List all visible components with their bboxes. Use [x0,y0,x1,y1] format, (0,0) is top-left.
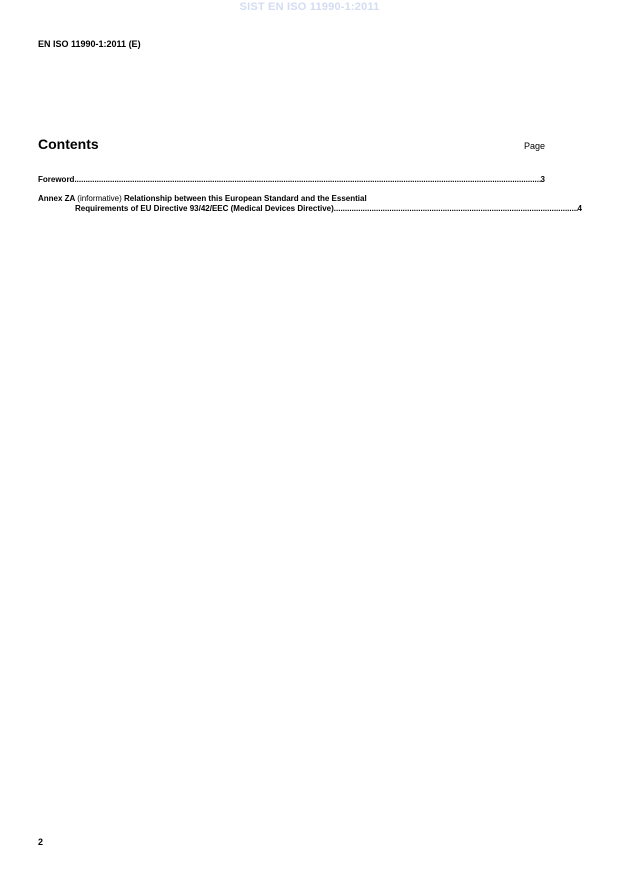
toc-entry-annex-za[interactable] [38,194,582,214]
watermark-text: SIST EN ISO 11990-1:2011 [239,1,380,13]
toc-entry-first-line [38,194,545,204]
contents-header [38,135,545,153]
annex-informative-label: (informative) [77,194,122,203]
page-column-label: Page [523,141,545,151]
toc-entry-page: 3 [540,175,545,184]
annex-title-line-1: Relationship between this European Standard and the Essential [123,194,367,203]
dot-leader [74,175,540,185]
dot-leader [334,204,578,214]
document-id: EN ISO 11990-1:2011 (E) [38,39,141,49]
toc-entry-second-line [38,204,582,214]
table-of-contents [38,175,582,214]
toc-entry-label: Foreword [38,175,75,184]
toc-entry-foreword[interactable] [38,175,545,185]
annex-title-line-2: Requirements of EU Directive 93/42/EEC (Medical Devices Directive) [75,204,334,213]
annex-label: Annex ZA [38,194,76,203]
toc-entry-page: 4 [577,204,582,213]
page-number: 2 [38,837,44,847]
contents-title: Contents [38,136,99,152]
